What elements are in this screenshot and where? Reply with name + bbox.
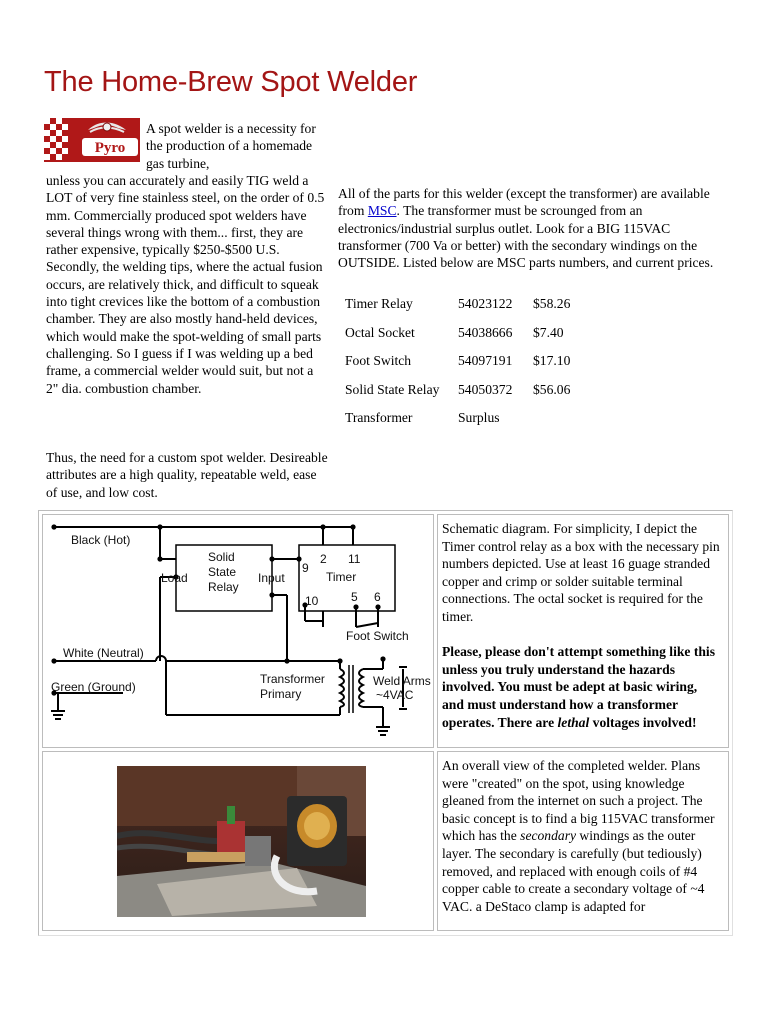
table-row xyxy=(338,404,574,433)
part-number: Surplus xyxy=(458,410,500,426)
part-name: Foot Switch xyxy=(345,353,412,369)
welder-photo xyxy=(117,766,366,917)
parts-intro-text: All of the parts for this welder (except the transformer) are available from xyxy=(338,186,710,219)
parts-intro-text-cont: . The transformer must be scrounged from an electronics/industrial surplus outlet. Look for a BIG 115VAC transformer (700 Va or better) with the secondary windings on the OUTSIDE. Listed below are MSC parts numbers, and current prices. xyxy=(338,203,714,271)
part-name: Solid State Relay xyxy=(345,381,440,397)
part-name: Octal Socket xyxy=(345,324,415,340)
part-number: 54097191 xyxy=(458,353,513,369)
page-title: The Home-Brew Spot Welder xyxy=(44,66,418,98)
part-price: $58.26 xyxy=(533,296,571,312)
warning-emphasis: lethal xyxy=(557,714,590,730)
caption-text: Schematic diagram. For simplicity, I depict the Timer control relay as a box with the necessary pin numbers depicted. Use at least 16 guage stranded copper and crimp or solder suitable terminal connections. The octal socket is required for the timer. xyxy=(442,521,720,624)
label-pin-5: 5 xyxy=(351,590,358,604)
content-table xyxy=(38,510,733,936)
label-ssr-1: Solid xyxy=(208,550,235,564)
schematic-caption xyxy=(442,520,722,731)
part-name: Timer Relay xyxy=(345,296,413,312)
part-price: $56.06 xyxy=(533,381,571,397)
intro-lead: A spot welder is a necessity for the production of a homemade gas turbine, xyxy=(146,121,316,171)
msc-link[interactable]: MSC xyxy=(367,203,397,219)
warning-text xyxy=(442,644,715,729)
need-paragraph: Thus, the need for a custom spot welder. Desireable attributes are a high quality, repeatable weld, ease of use, and low cost. xyxy=(46,450,328,500)
label-input: Input xyxy=(258,571,285,585)
label-primary: Primary xyxy=(260,687,302,701)
overview-text-b: windings as the outer layer. The secondary is carefully (but tediously) removed, and replaced with enough coils of #4 copper cable to create a secondary voltage of ~4 VAC. a DeStaco clamp is adapted for xyxy=(442,828,705,914)
intro-body: unless you can accurately and easily TIG weld a LOT of very fine stainless steel, on the order of 0.5 mm. Commercially produced spot welders have several things wrong with them... first, they are rather expensive, typically $250-$500 U.S. Secondly, the welding tips, where the actual fusion occurs, are relatively thick, and difficult to squeak into tight crevices like the bottom of a combustion chamber. They are also mostly hand-held devices, which would make the spot-welding of small parts challenging. So I guess if I was welding up a bed frame, a commercial welder would suit, but not a 2" dia. combustion chamber. xyxy=(46,173,325,396)
label-pin-10: 10 xyxy=(305,594,319,608)
label-pin-9: 9 xyxy=(302,561,309,575)
label-timer: Timer xyxy=(326,570,357,584)
parts-intro xyxy=(338,185,726,271)
overview-text-a: An overall view of the completed welder. Plans were "created" on the spot, using knowledge gleaned from the internet on such a project. The basic concept is to find a big 115VAC transformer which has the xyxy=(442,758,715,844)
table-row xyxy=(338,376,574,405)
label-load: Load xyxy=(161,571,188,585)
label-pin-6: 6 xyxy=(374,590,381,604)
overview-cell xyxy=(437,751,729,931)
schematic-cell xyxy=(42,514,434,748)
label-white-neutral: White (Neutral) xyxy=(63,646,144,660)
part-number: 54038666 xyxy=(458,324,513,340)
part-number: 54023122 xyxy=(458,296,513,312)
part-price: $7.40 xyxy=(533,324,564,340)
label-pin-11: 11 xyxy=(348,552,361,566)
table-row xyxy=(338,319,574,348)
part-number: 54050372 xyxy=(458,381,513,397)
warning-text-a: Please, please don't attempt something like this unless you truly understand the hazards involved. You must be adept at basic wiring, and must understand how a transformer operates. There are xyxy=(442,644,715,730)
label-ssr-3: Relay xyxy=(208,580,239,594)
schematic-diagram xyxy=(43,515,433,747)
label-ssr-2: State xyxy=(208,565,237,579)
photo-cell xyxy=(42,751,434,931)
label-green-ground: Green (Ground) xyxy=(51,680,136,694)
warning-text-b: voltages involved! xyxy=(589,714,697,730)
label-foot-switch: Foot Switch xyxy=(346,629,409,643)
schematic-caption-cell xyxy=(437,514,729,748)
part-price: $17.10 xyxy=(533,353,571,369)
pyro-logo xyxy=(44,118,140,162)
table-row xyxy=(338,290,574,319)
label-black-hot: Black (Hot) xyxy=(71,533,131,547)
label-transformer: Transformer xyxy=(260,672,325,686)
part-name: Transformer xyxy=(345,410,413,426)
overview-emphasis: secondary xyxy=(520,828,577,844)
part-price xyxy=(526,404,574,433)
table-row xyxy=(338,347,574,376)
logo-text: Pyro xyxy=(94,140,126,156)
parts-table xyxy=(338,290,574,433)
label-pin-2: 2 xyxy=(320,552,327,566)
label-weld-arms: Weld Arms xyxy=(373,674,431,688)
label-4vac: ~4VAC xyxy=(376,688,414,702)
overview-text xyxy=(442,757,722,915)
